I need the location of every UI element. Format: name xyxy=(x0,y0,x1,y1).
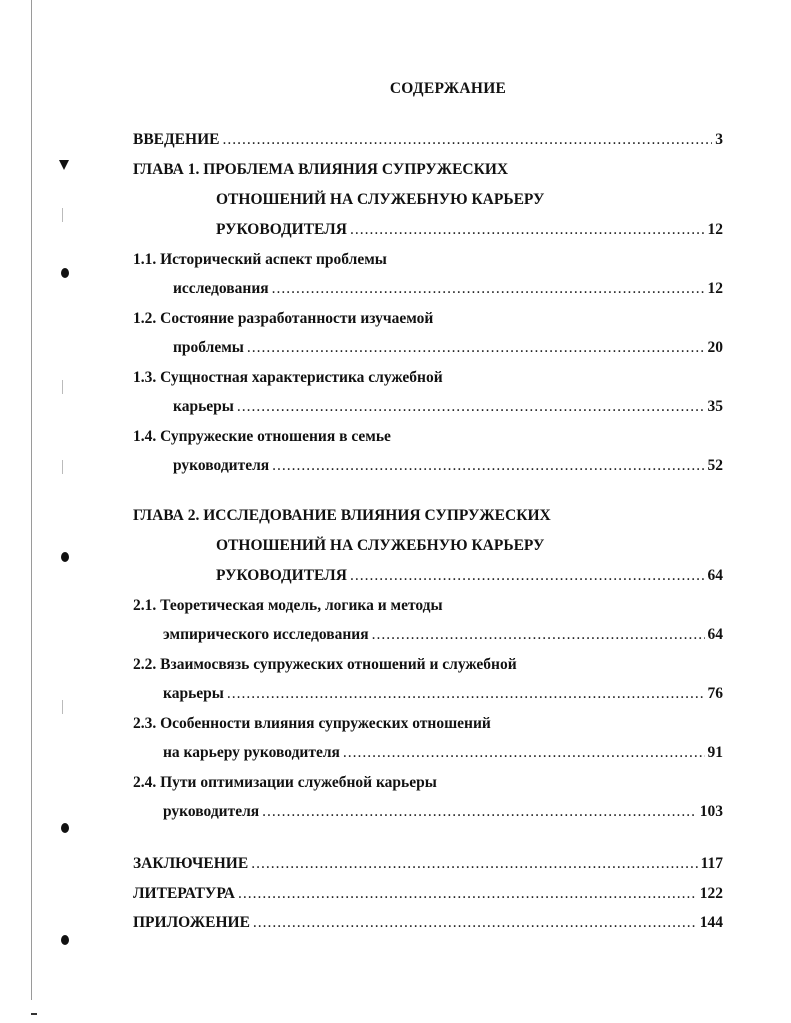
toc-line xyxy=(163,625,723,645)
leader-dots xyxy=(350,220,705,240)
leader-dots xyxy=(251,854,697,874)
toc-entry-text: 2.3. Особенности влияния супружеских отношений xyxy=(133,715,491,732)
toc-entry-text: РУКОВОДИТЕЛЯ xyxy=(216,221,347,238)
toc-entry-text: 1.2. Состояние разработанности изучаемой xyxy=(133,310,434,327)
leader-dots xyxy=(247,338,705,358)
toc-page-number: 64 xyxy=(707,567,723,584)
toc-entry-text: РУКОВОДИТЕЛЯ xyxy=(216,567,347,584)
toc-line xyxy=(216,220,723,240)
toc-entry-text: 1.4. Супружеские отношения в семье xyxy=(133,428,391,445)
toc-line xyxy=(173,456,723,476)
toc-entry-text: 1.1. Исторический аспект проблемы xyxy=(133,251,387,268)
toc-entry-text: ОТНОШЕНИЙ НА СЛУЖЕБНУЮ КАРЬЕРУ xyxy=(216,191,545,208)
toc-entry-text: ОТНОШЕНИЙ НА СЛУЖЕБНУЮ КАРЬЕРУ xyxy=(216,537,545,554)
leader-dots xyxy=(372,625,705,645)
leader-dots xyxy=(237,397,705,417)
toc-page-number: 52 xyxy=(707,457,723,474)
toc-page-number: 12 xyxy=(707,221,723,238)
toc-line xyxy=(133,913,723,933)
toc-entry-text: на карьеру руководителя xyxy=(163,744,340,761)
toc-page-number: 20 xyxy=(707,339,723,356)
toc-line xyxy=(133,854,723,874)
leader-dots xyxy=(272,456,704,476)
toc-page-number: 122 xyxy=(699,885,723,902)
toc-line xyxy=(133,884,723,904)
toc-line xyxy=(163,684,723,704)
leader-dots xyxy=(343,743,705,763)
toc-page-number: 103 xyxy=(699,803,723,820)
toc-line xyxy=(133,130,723,150)
toc-page-number: 35 xyxy=(707,398,723,415)
toc-line xyxy=(173,338,723,358)
toc-line xyxy=(216,566,723,586)
toc-entry-text: проблемы xyxy=(173,339,244,356)
leader-dots xyxy=(222,130,712,150)
toc-line xyxy=(163,743,723,763)
toc-entry-text: 1.3. Сущностная характеристика служебной xyxy=(133,369,443,386)
toc-entry-text: ГЛАВА 2. ИССЛЕДОВАНИЕ ВЛИЯНИЯ СУПРУЖЕСКИХ xyxy=(133,507,551,524)
page-title: СОДЕРЖАНИЕ xyxy=(389,80,507,97)
toc-entry-text: руководителя xyxy=(173,457,270,474)
leader-dots xyxy=(227,684,705,704)
toc-entry-text: карьеры xyxy=(173,398,234,415)
toc-entry-text: 2.1. Теоретическая модель, логика и методы xyxy=(133,597,443,614)
toc-page-number: 64 xyxy=(707,626,723,643)
toc-entry-text: ПРИЛОЖЕНИЕ xyxy=(133,914,250,931)
toc-entry-text: эмпирического исследования xyxy=(163,626,369,643)
toc-page-number: 117 xyxy=(700,855,723,872)
toc-page-number: 144 xyxy=(699,914,723,931)
toc-line xyxy=(173,397,723,417)
leader-dots xyxy=(272,279,705,299)
toc-entry-text: 2.2. Взаимосвязь супружеских отношений и служебной xyxy=(133,656,517,673)
toc-line xyxy=(163,802,723,822)
toc-entry-text: ЗАКЛЮЧЕНИЕ xyxy=(133,855,249,872)
leader-dots xyxy=(262,802,697,822)
toc-entry-text: ВВЕДЕНИЕ xyxy=(133,131,220,148)
leader-dots xyxy=(253,913,697,933)
toc-page-number: 12 xyxy=(707,280,723,297)
toc-entry-text: 2.4. Пути оптимизации служебной карьеры xyxy=(133,774,437,791)
leader-dots xyxy=(238,884,697,904)
toc-line xyxy=(173,279,723,299)
toc-page-number: 91 xyxy=(707,744,723,761)
toc-page-number: 3 xyxy=(715,131,723,148)
toc-entry-text: руководителя xyxy=(163,803,260,820)
toc-page-number: 76 xyxy=(707,685,723,702)
toc-entry-text: ГЛАВА 1. ПРОБЛЕМА ВЛИЯНИЯ СУПРУЖЕСКИХ xyxy=(133,161,509,178)
toc-entry-text: карьеры xyxy=(163,685,224,702)
toc-entry-text: ЛИТЕРАТУРА xyxy=(133,885,235,902)
toc-entry-text: исследования xyxy=(173,280,269,297)
leader-dots xyxy=(350,566,705,586)
